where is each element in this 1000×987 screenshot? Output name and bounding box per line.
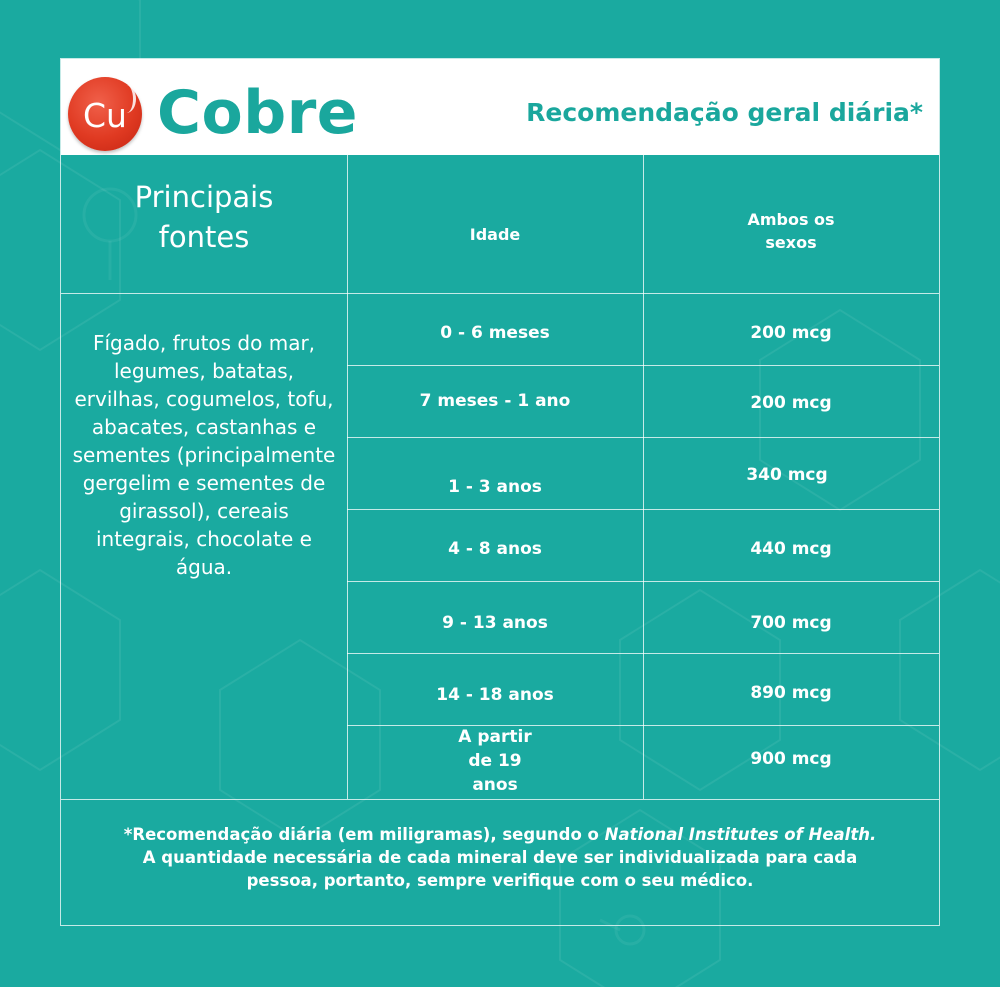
copper-info-card [60, 58, 940, 926]
sources-list: Fígado, frutos do mar, legumes, batatas, ervilhas, cogumelos, tofu, abacates, castanhas e sementes (principalmente gergelim e sementes de girassol), cereais integrais, chocolate e água. [72, 331, 336, 579]
value-cell [639, 439, 935, 511]
footnote-line-2: A quantidade necessária de cada mineral deve ser individualizada para cada [142, 848, 858, 867]
value-label: 200 mcg [750, 323, 832, 343]
header-both-sexes-label: Ambos os sexos [747, 210, 835, 252]
value-label: 200 mcg [750, 393, 832, 413]
value-label: 900 mcg [750, 749, 832, 769]
footnote-line-3: pessoa, portanto, sempre verifique com o seu médico. [246, 871, 754, 890]
age-label: 0 - 6 meses [440, 323, 550, 343]
page-subtitle: Recomendação geral diária* [526, 98, 923, 127]
value-label: 340 mcg [746, 465, 828, 485]
age-label: A partir de 19 anos [458, 727, 532, 795]
header-sources [91, 177, 317, 257]
age-label: 4 - 8 anos [448, 539, 542, 559]
header-both-sexes [741, 203, 841, 259]
age-label: 14 - 18 anos [436, 685, 554, 705]
header-age-label: Idade [469, 224, 521, 244]
value-cell [643, 723, 939, 795]
age-cell [347, 513, 643, 585]
value-label: 440 mcg [750, 539, 832, 559]
page-title: Cobre [157, 78, 358, 148]
table-divider [61, 799, 939, 800]
footnote-line-1 [61, 823, 939, 846]
age-label: 1 - 3 anos [448, 477, 542, 497]
age-cell [347, 659, 643, 731]
value-cell [643, 297, 939, 369]
value-cell [643, 513, 939, 585]
header-age [347, 155, 643, 313]
footnote [61, 823, 939, 892]
age-cell [447, 727, 543, 795]
element-symbol: Cu [83, 96, 127, 135]
value-label: 890 mcg [750, 683, 832, 703]
element-badge [68, 77, 142, 151]
value-cell [643, 657, 939, 729]
age-label: 9 - 13 anos [442, 613, 548, 633]
card-header [61, 59, 939, 155]
age-cell [347, 297, 643, 369]
age-cell [347, 365, 643, 437]
age-label: 7 meses - 1 ano [419, 391, 571, 411]
age-cell [347, 587, 643, 659]
footnote-prefix: *Recomendação diária (em miligramas), segundo o [123, 825, 605, 844]
header-sources-label: Principais fontes [134, 180, 274, 254]
value-cell [643, 367, 939, 439]
footnote-source: National Institutes of Health. [604, 825, 877, 844]
value-label: 700 mcg [750, 613, 832, 633]
value-cell [643, 587, 939, 659]
